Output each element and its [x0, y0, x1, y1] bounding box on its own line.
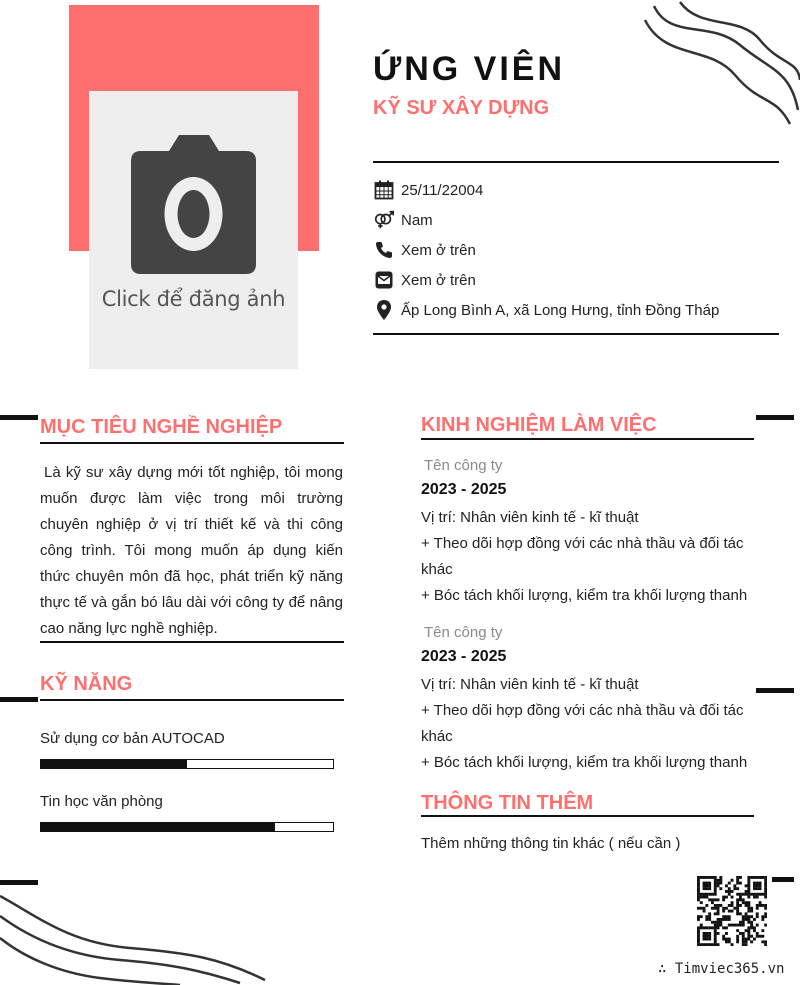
brand-text: Timviec365.vn — [674, 961, 785, 977]
phone-row — [373, 235, 778, 265]
address-row — [373, 295, 778, 325]
job-position: Vị trí: Nhân viên kinh tế - kĩ thuật — [421, 509, 639, 526]
company-name: Tên công ty — [424, 624, 503, 641]
email-row — [373, 265, 778, 295]
decorative-wave-lines-top — [640, 0, 800, 130]
skill-level-bar — [40, 759, 334, 769]
job-position: Vị trí: Nhân viên kinh tế - kĩ thuật — [421, 676, 639, 693]
work-period: 2023 - 2025 — [421, 648, 507, 665]
qr-code-icon[interactable] — [697, 876, 767, 946]
brand-watermark — [658, 961, 784, 977]
job-title: KỸ SƯ XÂY DỰNG — [373, 97, 550, 119]
birthdate-row — [373, 175, 778, 205]
skill-name: Sử dụng cơ bản AUTOCAD — [40, 730, 225, 747]
skill-level-bar — [40, 822, 334, 832]
avatar-upload[interactable] — [89, 91, 298, 369]
accent-dash — [0, 880, 38, 885]
experience-title: KINH NGHIỆM LÀM VIỆC — [421, 414, 657, 436]
accent-dash — [756, 688, 794, 693]
work-period: 2023 - 2025 — [421, 481, 507, 498]
job-duty: + Theo dõi hợp đồng với các nhà thầu và đối tác khác — [421, 535, 744, 578]
gender-icon — [373, 209, 395, 231]
job-duty: + Theo dõi hợp đồng với các nhà thầu và đối tác khác — [421, 702, 744, 745]
job-duty: + Bóc tách khối lượng, kiểm tra khối lượng thanh — [421, 587, 748, 604]
job-duty: + Bóc tách khối lượng, kiểm tra khối lượng thanh — [421, 754, 748, 771]
experience-divider — [421, 438, 754, 440]
accent-dash — [0, 697, 38, 702]
phone-text: Xem ở trên — [401, 241, 476, 259]
skill-level-fill — [41, 760, 187, 768]
objective-divider — [40, 442, 344, 444]
skills-title: KỸ NĂNG — [40, 673, 133, 695]
skill-level-fill — [41, 823, 275, 831]
birthdate-text: 25/11/22004 — [401, 181, 484, 199]
email-icon — [373, 269, 395, 291]
gender-text: Nam — [401, 211, 433, 229]
address-text: Ấp Long Bình A, xã Long Hưng, tỉnh Đồng Tháp — [401, 301, 720, 319]
candidate-name: ỨNG VIÊN — [373, 50, 566, 88]
header-divider-bottom — [373, 333, 779, 335]
contact-info — [373, 175, 778, 325]
objective-text: Là kỹ sư xây dựng mới tốt nghiệp, tôi mong muốn được làm việc trong môi trường chuyên nghiệp ở vị trí thiết kế và thi công công trình. Tôi mong muốn áp dụng kiến thức chuyên môn đã học, phát triển kỹ năng thực tế và gắn bó lâu dài với công ty để nâng cao năng lực nghề nghiệp. — [40, 464, 343, 637]
experience-item — [421, 457, 754, 609]
location-pin-icon — [373, 299, 395, 321]
camera-icon — [131, 131, 256, 276]
email-text: Xem ở trên — [401, 271, 476, 289]
photo-caption: Click để đăng ảnh — [101, 287, 286, 311]
decorative-wave-lines-bottom — [0, 888, 270, 985]
objective-end-divider — [40, 641, 344, 643]
gender-row — [373, 205, 778, 235]
accent-dash — [772, 877, 794, 882]
skill-name: Tin học văn phòng — [40, 793, 163, 810]
skills-divider — [40, 699, 344, 701]
experience-item — [421, 624, 754, 776]
calendar-icon — [373, 179, 395, 201]
extra-info-title: THÔNG TIN THÊM — [421, 792, 594, 814]
company-name: Tên công ty — [424, 457, 503, 474]
extra-info-text: Thêm những thông tin khác ( nếu cần ) — [421, 835, 681, 852]
header-divider-top — [373, 161, 779, 163]
brand-mark-icon: ∴ — [658, 961, 667, 977]
accent-dash — [0, 415, 38, 420]
accent-dash — [756, 415, 794, 420]
phone-icon — [373, 239, 395, 261]
extra-info-divider — [421, 815, 754, 817]
objective-title: MỤC TIÊU NGHỀ NGHIỆP — [40, 416, 283, 438]
